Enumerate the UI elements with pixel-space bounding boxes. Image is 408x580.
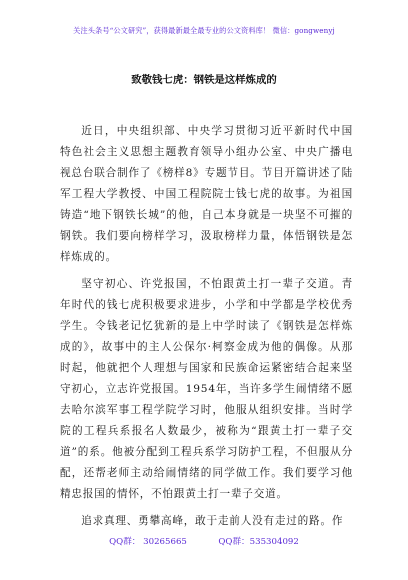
document-body: [60, 121, 353, 538]
header-note: 关注头条号“公文研究”，获得最新最全最专业的公文资料库！ 微信：gongwenyj: [73, 26, 335, 35]
paragraph-2: 坚守初心、许党报国，不怕跟黄土打一辈子交道。青年时代的钱七虎积极要求进步，小学和中学都是学校优秀学生。令钱老记忆犹新的是上中学时读了《钢铁是怎样炼成的》，故事中的主人公保尔·柯察金成为他的偶像。从那时起，他就把个人理想与国家和民族命运紧密结合起来坚守初心，立志许党报国。1954年，当许多学生闹情绪不愿去哈尔滨军事工程学院学习时，他服从组织安排。当时学院的工程兵系报名人数最少，被称为“跟黄土打一辈子交道”的系。他被分配到工程兵系学习防护工程，不但服从分配，还帮老师主动给闹情绪的同学做工作。我们要学习他精忠报国的情怀，不怕跟黄土打一辈子交道。: [60, 278, 353, 500]
footer-qq-group-1: QQ群： 30265665: [109, 537, 187, 547]
footer-qq-group-2: QQ群：535304092: [218, 537, 299, 547]
document-title: 致敬钱七虎：钢铁是这样炼成的: [131, 74, 277, 86]
paragraph-3: 追求真理、勇攀高峰，敢于走前人没有走过的路。作: [81, 515, 344, 527]
paragraph-1: 近日，中央组织部、中央学习贯彻习近平新时代中国特色社会主义思想主题教育领导小组办公室、中央广播电视总台联合制作了《榜样8》专题节目。节目开篇讲述了陆军工程大学教授、中国工程院院士钱七虎的故事。为祖国铸造“地下钢铁长城”的他，自己本身就是一块坚不可摧的钢铁。我们要向榜样学习，汲取榜样力量，体悟钢铁是怎样炼成的。: [60, 125, 353, 263]
footer: [0, 535, 408, 547]
